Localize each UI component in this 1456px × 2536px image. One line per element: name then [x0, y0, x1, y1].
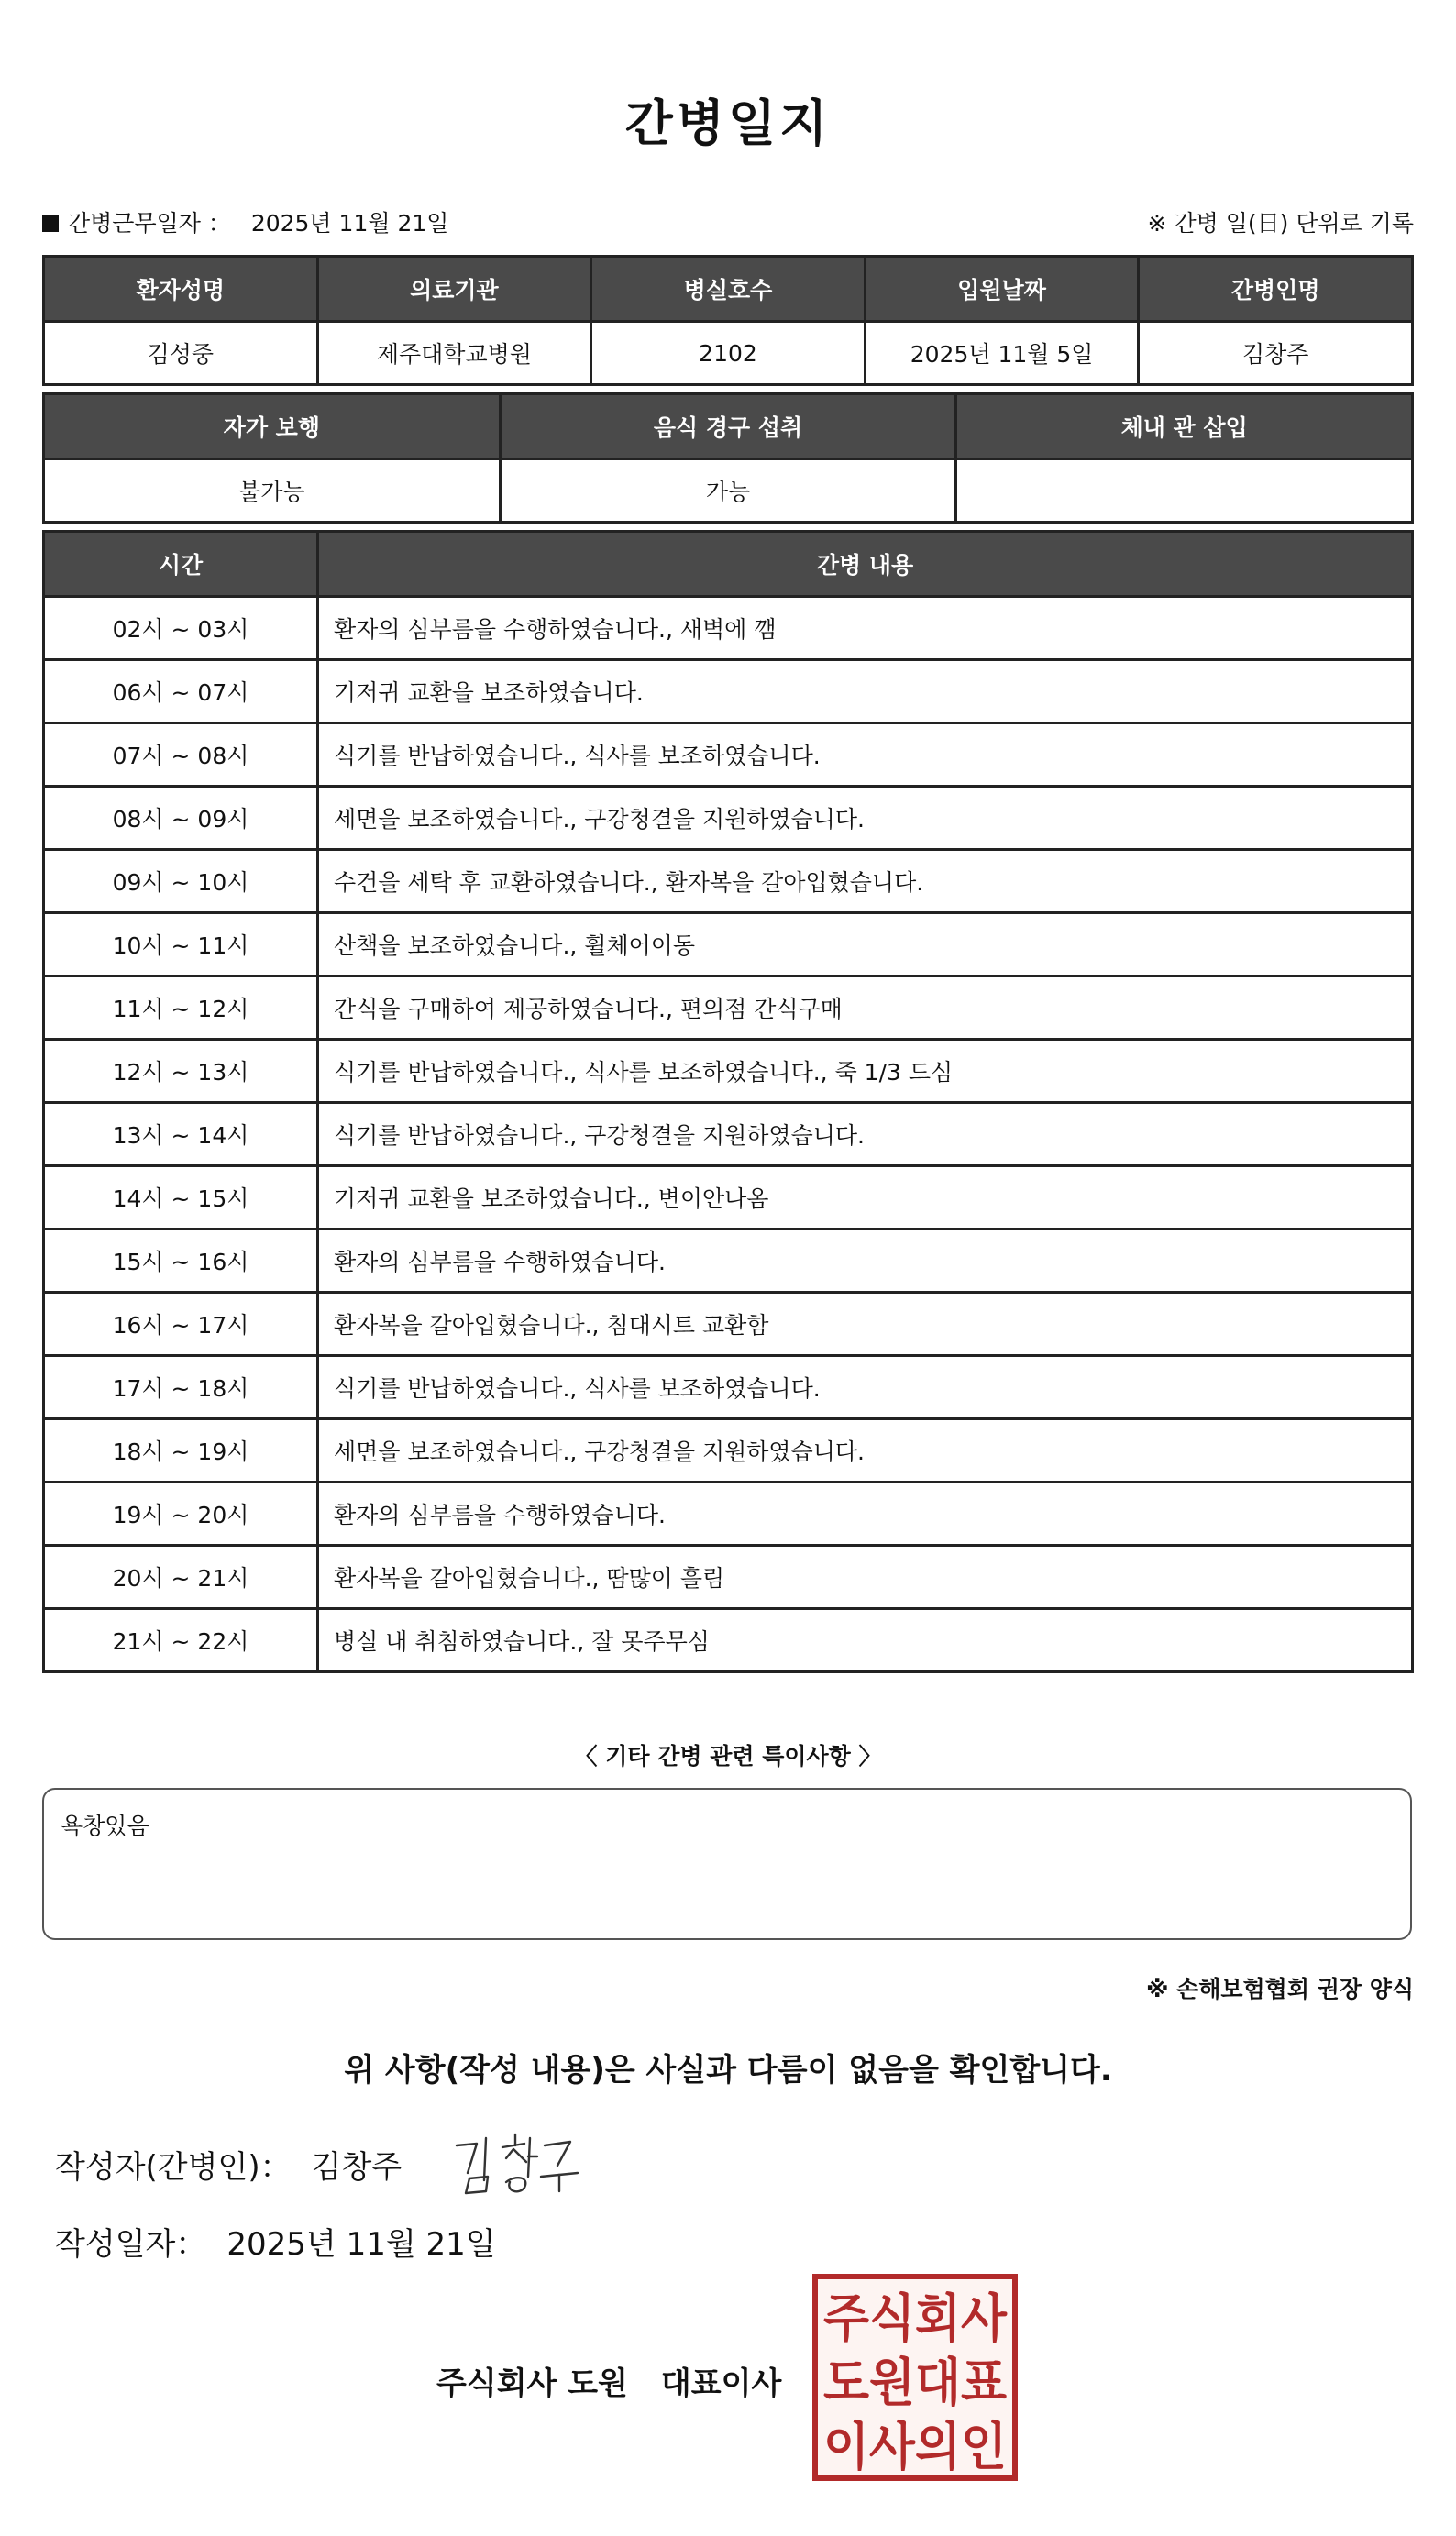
table-row — [45, 1230, 1411, 1291]
signer-name: 김창주 — [311, 2149, 403, 2186]
table-row — [45, 661, 1411, 722]
confirmation-text: 위 사항(작성 내용)은 사실과 다름이 없음을 확인합니다. — [344, 2052, 1112, 2089]
signer-row — [55, 2142, 402, 2187]
handwritten-signature — [449, 2125, 587, 2199]
status-table — [42, 392, 1414, 524]
log-content: 병실 내 취침하였습니다., 잘 못주무심 — [319, 1610, 1411, 1670]
admission-date: 2025년 11월 5일 — [866, 323, 1138, 383]
tube-status — [957, 460, 1411, 521]
header-walking: 자가 보행 — [45, 395, 499, 458]
square-bullet-icon — [42, 215, 59, 232]
log-content: 기저귀 교환을 보조하였습니다., 변이안나옴 — [319, 1167, 1411, 1228]
header-room: 병실호수 — [592, 258, 864, 320]
form-note: ※ 손해보험협회 권장 양식 — [1146, 1976, 1414, 2002]
log-time: 10시 ~ 11시 — [45, 914, 316, 975]
log-time: 07시 ~ 08시 — [45, 724, 316, 785]
table-row — [45, 1483, 1411, 1544]
care-log-table — [42, 530, 1414, 1673]
table-row — [45, 914, 1411, 975]
log-time: 12시 ~ 13시 — [45, 1041, 316, 1101]
log-content: 환자복을 갈아입혔습니다., 땀많이 흘림 — [319, 1547, 1411, 1607]
unit-note: ※ 간병 일(日) 단위로 기록 — [1147, 210, 1414, 237]
log-time: 19시 ~ 20시 — [45, 1483, 316, 1544]
log-content: 산책을 보조하였습니다., 휠체어이동 — [319, 914, 1411, 975]
oral-intake-status: 가능 — [502, 460, 955, 521]
header-tube: 체내 관 삽입 — [957, 395, 1411, 458]
table-row — [45, 724, 1411, 785]
log-time: 15시 ~ 16시 — [45, 1230, 316, 1291]
log-content: 식기를 반납하였습니다., 식사를 보조하였습니다., 죽 1/3 드심 — [319, 1041, 1411, 1101]
log-content: 식기를 반납하였습니다., 식사를 보조하였습니다. — [319, 724, 1411, 785]
log-content: 세면을 보조하였습니다., 구강청결을 지원하였습니다. — [319, 1420, 1411, 1481]
hospital: 제주대학교병원 — [319, 323, 590, 383]
table-row — [45, 851, 1411, 911]
patient-info-table — [42, 255, 1414, 386]
room-number: 2102 — [592, 323, 864, 383]
table-row — [45, 1547, 1411, 1607]
table-row — [45, 1041, 1411, 1101]
log-content: 식기를 반납하였습니다., 식사를 보조하였습니다. — [319, 1357, 1411, 1417]
company-title: 대표이사 — [660, 2365, 782, 2402]
seal-line-2: 도원대표 — [823, 2354, 1007, 2413]
table-row — [45, 788, 1411, 848]
notes-box — [42, 1788, 1412, 1940]
table-row — [45, 1420, 1411, 1481]
work-date-label: 간병근무일자 ： — [68, 210, 231, 237]
walking-status: 불가능 — [45, 460, 499, 521]
table-row — [45, 1294, 1411, 1354]
log-content: 수건을 세탁 후 교환하였습니다., 환자복을 갈아입혔습니다. — [319, 851, 1411, 911]
page-title: 간병일지 — [624, 94, 832, 152]
table-row — [45, 598, 1411, 658]
work-date-value: 2025년 11월 21일 — [250, 210, 449, 237]
header-admission-date: 입원날짜 — [866, 258, 1138, 320]
table-row — [45, 1357, 1411, 1417]
company-name: 주식회사 도원 — [436, 2365, 628, 2402]
log-content: 기저귀 교환을 보조하였습니다. — [319, 661, 1411, 722]
log-content: 환자의 심부름을 수행하였습니다., 새벽에 깸 — [319, 598, 1411, 658]
log-time: 08시 ~ 09시 — [45, 788, 316, 848]
log-time: 11시 ~ 12시 — [45, 977, 316, 1038]
caregiver-name: 김창주 — [1140, 323, 1411, 383]
work-date — [42, 205, 448, 238]
header-content: 간병 내용 — [319, 533, 1411, 595]
company-seal — [812, 2274, 1018, 2481]
log-time: 21시 ~ 22시 — [45, 1610, 316, 1670]
log-content: 식기를 반납하였습니다., 구강청결을 지원하였습니다. — [319, 1104, 1411, 1164]
seal-line-1: 주식회사 — [823, 2289, 1008, 2349]
log-time: 18시 ~ 19시 — [45, 1420, 316, 1481]
log-content: 환자복을 갈아입혔습니다., 침대시트 교환함 — [319, 1294, 1411, 1354]
table-row — [45, 1610, 1411, 1670]
written-date-value: 2025년 11월 21일 — [226, 2226, 496, 2263]
table-row — [45, 1167, 1411, 1228]
notes-title: 〈 기타 간병 관련 특이사항 〉 — [574, 1743, 882, 1770]
patient-name: 김성중 — [45, 323, 316, 383]
log-time: 06시 ~ 07시 — [45, 661, 316, 722]
log-time: 20시 ~ 21시 — [45, 1547, 316, 1607]
log-time: 09시 ~ 10시 — [45, 851, 316, 911]
signer-label: 작성자(간병인)： — [55, 2149, 292, 2186]
log-time: 13시 ~ 14시 — [45, 1104, 316, 1164]
header-caregiver: 간병인명 — [1140, 258, 1411, 320]
written-date-label: 작성일자： — [55, 2226, 207, 2263]
seal-line-3: 이사의인 — [823, 2418, 1007, 2477]
table-row — [45, 977, 1411, 1038]
written-date-row — [55, 2219, 496, 2264]
header-time: 시간 — [45, 533, 316, 595]
log-content: 세면을 보조하였습니다., 구강청결을 지원하였습니다. — [319, 788, 1411, 848]
notes-content: 욕창있음 — [61, 1813, 149, 1839]
log-content: 환자의 심부름을 수행하였습니다. — [319, 1230, 1411, 1291]
log-time: 02시 ~ 03시 — [45, 598, 316, 658]
header-patient-name: 환자성명 — [45, 258, 316, 320]
log-time: 16시 ~ 17시 — [45, 1294, 316, 1354]
log-time: 14시 ~ 15시 — [45, 1167, 316, 1228]
header-oral-intake: 음식 경구 섭취 — [502, 395, 955, 458]
log-content: 간식을 구매하여 제공하였습니다., 편의점 간식구매 — [319, 977, 1411, 1038]
company-line — [436, 2358, 781, 2403]
log-time: 17시 ~ 18시 — [45, 1357, 316, 1417]
header-hospital: 의료기관 — [319, 258, 590, 320]
log-content: 환자의 심부름을 수행하였습니다. — [319, 1483, 1411, 1544]
table-row — [45, 1104, 1411, 1164]
